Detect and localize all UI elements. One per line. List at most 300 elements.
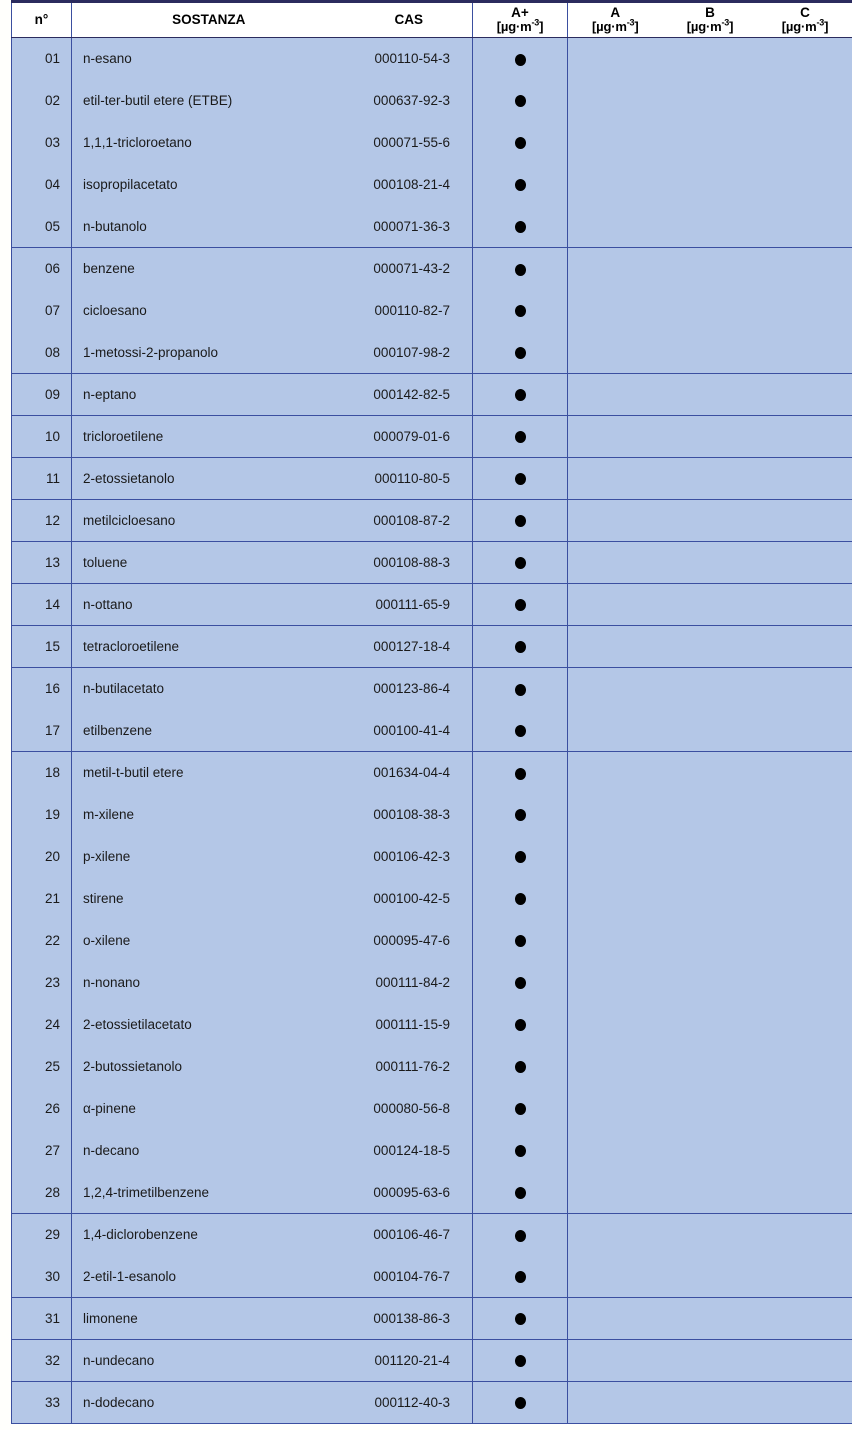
cell-c <box>758 1214 852 1256</box>
column-header-a-label: A <box>610 4 621 20</box>
column-header-b-unit: $[\mu g\cdot m^{-3}]$ <box>686 17 734 35</box>
table-body <box>12 38 852 1424</box>
cell-cas: 000127-18-4 <box>346 626 473 668</box>
column-header-cas-label: CAS <box>394 12 423 28</box>
cell-a-plus <box>473 416 568 458</box>
presence-marker-icon <box>515 851 526 863</box>
cell-a <box>568 1298 663 1340</box>
cell-c <box>758 1298 852 1340</box>
cell-substance: toluene <box>72 542 346 584</box>
column-header-number <box>12 2 72 38</box>
cell-a-plus <box>473 1004 568 1046</box>
cell-a <box>568 1130 663 1172</box>
cell-substance: etil-ter-butil etere (ETBE) <box>72 80 346 122</box>
cell-number: 28 <box>12 1172 72 1214</box>
cell-substance: cicloesano <box>72 290 346 332</box>
presence-marker-icon <box>515 264 526 276</box>
cell-c <box>758 1088 852 1130</box>
cell-a <box>568 752 663 794</box>
cell-b <box>663 1340 758 1382</box>
table-row <box>12 332 852 374</box>
presence-marker-icon <box>515 137 526 149</box>
cell-a <box>568 626 663 668</box>
cell-c <box>758 752 852 794</box>
cell-number: 12 <box>12 500 72 542</box>
cell-b <box>663 878 758 920</box>
cell-cas: 000138-86-3 <box>346 1298 473 1340</box>
column-header-substance-label: SOSTANZA <box>172 12 246 28</box>
cell-a-plus <box>473 164 568 206</box>
cell-b <box>663 920 758 962</box>
cell-number: 10 <box>12 416 72 458</box>
cell-a-plus <box>473 668 568 710</box>
cell-b <box>663 1214 758 1256</box>
cell-b <box>663 374 758 416</box>
cell-cas: 000095-47-6 <box>346 920 473 962</box>
table-row <box>12 542 852 584</box>
table-row <box>12 1340 852 1382</box>
column-header-c <box>758 2 852 38</box>
table-row <box>12 248 852 290</box>
presence-marker-icon <box>515 725 526 737</box>
cell-cas: 000110-82-7 <box>346 290 473 332</box>
cell-b <box>663 500 758 542</box>
cell-number: 31 <box>12 1298 72 1340</box>
table-row <box>12 668 852 710</box>
cell-b <box>663 164 758 206</box>
column-header-b-label: B <box>705 4 715 20</box>
cell-substance: n-dodecano <box>72 1382 346 1424</box>
cell-c <box>758 626 852 668</box>
column-header-a-unit: $[\mu g\cdot m^{-3}]$ <box>592 17 639 35</box>
cell-number: 32 <box>12 1340 72 1382</box>
cell-substance: 2-etil-1-esanolo <box>72 1256 346 1298</box>
table-row <box>12 206 852 248</box>
cell-number: 22 <box>12 920 72 962</box>
cell-a-plus <box>473 1340 568 1382</box>
table-row <box>12 164 852 206</box>
cell-cas: 000111-65-9 <box>346 584 473 626</box>
cell-a <box>568 1382 663 1424</box>
cell-number: 18 <box>12 752 72 794</box>
cell-a <box>568 920 663 962</box>
cell-c <box>758 374 852 416</box>
column-header-b <box>663 2 758 38</box>
cell-substance: 1,2,4-trimetilbenzene <box>72 1172 346 1214</box>
presence-marker-icon <box>515 515 526 527</box>
cell-c <box>758 710 852 752</box>
cell-b <box>663 1046 758 1088</box>
table-row <box>12 1004 852 1046</box>
cell-c <box>758 1046 852 1088</box>
cell-number: 08 <box>12 332 72 374</box>
cell-b <box>663 458 758 500</box>
table-row <box>12 752 852 794</box>
table-row <box>12 584 852 626</box>
cell-cas: 000110-54-3 <box>346 38 473 80</box>
cell-c <box>758 1172 852 1214</box>
presence-marker-icon <box>515 1187 526 1199</box>
cell-a <box>568 122 663 164</box>
cell-number: 15 <box>12 626 72 668</box>
cell-c <box>758 1130 852 1172</box>
cell-a-plus <box>473 542 568 584</box>
column-header-a-plus-label: A+ <box>511 4 529 20</box>
presence-marker-icon <box>515 431 526 443</box>
cell-b <box>663 584 758 626</box>
cell-substance: p-xilene <box>72 836 346 878</box>
cell-a-plus <box>473 1256 568 1298</box>
cell-number: 03 <box>12 122 72 164</box>
cell-substance: α-pinene <box>72 1088 346 1130</box>
column-header-a <box>568 2 663 38</box>
cell-a <box>568 332 663 374</box>
cell-a <box>568 1214 663 1256</box>
cell-number: 21 <box>12 878 72 920</box>
cell-a-plus <box>473 1130 568 1172</box>
cell-b <box>663 1298 758 1340</box>
cell-c <box>758 80 852 122</box>
presence-marker-icon <box>515 179 526 191</box>
cell-b <box>663 122 758 164</box>
cell-cas: 000123-86-4 <box>346 668 473 710</box>
cell-c <box>758 248 852 290</box>
cell-a <box>568 1046 663 1088</box>
cell-number: 25 <box>12 1046 72 1088</box>
cell-b <box>663 206 758 248</box>
cell-cas: 000124-18-5 <box>346 1130 473 1172</box>
cell-cas: 000108-21-4 <box>346 164 473 206</box>
table-row <box>12 374 852 416</box>
cell-number: 29 <box>12 1214 72 1256</box>
cell-number: 20 <box>12 836 72 878</box>
cell-number: 05 <box>12 206 72 248</box>
presence-marker-icon <box>515 599 526 611</box>
table-row <box>12 1088 852 1130</box>
cell-number: 02 <box>12 80 72 122</box>
cell-b <box>663 290 758 332</box>
table-row <box>12 80 852 122</box>
cell-b <box>663 626 758 668</box>
cell-number: 23 <box>12 962 72 1004</box>
cell-a <box>568 668 663 710</box>
cell-substance: n-undecano <box>72 1340 346 1382</box>
cell-number: 07 <box>12 290 72 332</box>
cell-a-plus <box>473 584 568 626</box>
cell-substance: n-butilacetato <box>72 668 346 710</box>
cell-cas: 000111-76-2 <box>346 1046 473 1088</box>
cell-number: 01 <box>12 38 72 80</box>
table-row <box>12 1214 852 1256</box>
table-row <box>12 1172 852 1214</box>
cell-c <box>758 1256 852 1298</box>
cell-cas: 000106-46-7 <box>346 1214 473 1256</box>
presence-marker-icon <box>515 641 526 653</box>
cell-c <box>758 920 852 962</box>
cell-cas: 000107-98-2 <box>346 332 473 374</box>
presence-marker-icon <box>515 893 526 905</box>
table-row <box>12 416 852 458</box>
cell-b <box>663 542 758 584</box>
cell-a-plus <box>473 626 568 668</box>
cell-number: 14 <box>12 584 72 626</box>
cell-substance: 2-butossietanolo <box>72 1046 346 1088</box>
cell-cas: 000142-82-5 <box>346 374 473 416</box>
presence-marker-icon <box>515 389 526 401</box>
cell-a <box>568 290 663 332</box>
cell-c <box>758 332 852 374</box>
cell-cas: 000108-87-2 <box>346 500 473 542</box>
presence-marker-icon <box>515 768 526 780</box>
column-header-c-label: C <box>800 4 810 20</box>
cell-b <box>663 1256 758 1298</box>
cell-c <box>758 1382 852 1424</box>
cell-cas: 000095-63-6 <box>346 1172 473 1214</box>
table-row <box>12 962 852 1004</box>
cell-c <box>758 122 852 164</box>
cell-substance: n-decano <box>72 1130 346 1172</box>
presence-marker-icon <box>515 809 526 821</box>
cell-a-plus <box>473 374 568 416</box>
cell-c <box>758 416 852 458</box>
table-row <box>12 458 852 500</box>
cell-number: 24 <box>12 1004 72 1046</box>
presence-marker-icon <box>515 1271 526 1283</box>
cell-a-plus <box>473 500 568 542</box>
cell-b <box>663 416 758 458</box>
cell-number: 30 <box>12 1256 72 1298</box>
cell-b <box>663 752 758 794</box>
cell-b <box>663 1172 758 1214</box>
cell-b <box>663 80 758 122</box>
cell-c <box>758 500 852 542</box>
cell-b <box>663 1130 758 1172</box>
cell-number: 19 <box>12 794 72 836</box>
cell-number: 33 <box>12 1382 72 1424</box>
cell-cas: 000071-43-2 <box>346 248 473 290</box>
cell-c <box>758 1340 852 1382</box>
cell-a <box>568 38 663 80</box>
table-row <box>12 1130 852 1172</box>
cell-a-plus <box>473 290 568 332</box>
cell-a-plus <box>473 752 568 794</box>
table-row <box>12 290 852 332</box>
table-row <box>12 38 852 80</box>
cell-a-plus <box>473 710 568 752</box>
cell-substance: tetracloroetilene <box>72 626 346 668</box>
cell-a <box>568 962 663 1004</box>
cell-a-plus <box>473 332 568 374</box>
table-row <box>12 1046 852 1088</box>
cell-cas: 000108-88-3 <box>346 542 473 584</box>
table-row <box>12 794 852 836</box>
presence-marker-icon <box>515 221 526 233</box>
cell-substance: etilbenzene <box>72 710 346 752</box>
cell-c <box>758 962 852 1004</box>
cell-c <box>758 1004 852 1046</box>
cell-b <box>663 332 758 374</box>
cell-a <box>568 1340 663 1382</box>
table-row <box>12 920 852 962</box>
cell-substance: metilcicloesano <box>72 500 346 542</box>
cell-substance: 1,4-diclorobenzene <box>72 1214 346 1256</box>
presence-marker-icon <box>515 1397 526 1409</box>
presence-marker-icon <box>515 305 526 317</box>
table-header <box>12 2 852 38</box>
column-header-substance <box>72 2 346 38</box>
presence-marker-icon <box>515 977 526 989</box>
cell-substance: limonene <box>72 1298 346 1340</box>
cell-substance: 2-etossietanolo <box>72 458 346 500</box>
cell-a-plus <box>473 206 568 248</box>
cell-cas: 000111-84-2 <box>346 962 473 1004</box>
cell-c <box>758 668 852 710</box>
cell-b <box>663 1088 758 1130</box>
table-row <box>12 878 852 920</box>
cell-number: 17 <box>12 710 72 752</box>
cell-a <box>568 164 663 206</box>
cell-b <box>663 710 758 752</box>
cell-a <box>568 500 663 542</box>
cell-number: 04 <box>12 164 72 206</box>
cell-substance: 2-etossietilacetato <box>72 1004 346 1046</box>
presence-marker-icon <box>515 935 526 947</box>
cell-b <box>663 668 758 710</box>
cell-b <box>663 248 758 290</box>
cell-number: 11 <box>12 458 72 500</box>
cell-number: 16 <box>12 668 72 710</box>
table-row <box>12 1382 852 1424</box>
cell-number: 26 <box>12 1088 72 1130</box>
cell-a-plus <box>473 458 568 500</box>
presence-marker-icon <box>515 1355 526 1367</box>
cell-substance: benzene <box>72 248 346 290</box>
cell-a <box>568 458 663 500</box>
presence-marker-icon <box>515 1061 526 1073</box>
cell-c <box>758 794 852 836</box>
cell-a <box>568 1004 663 1046</box>
cell-a <box>568 1088 663 1130</box>
table-row <box>12 1256 852 1298</box>
cell-a <box>568 206 663 248</box>
cell-substance: n-butanolo <box>72 206 346 248</box>
cell-cas: 001120-21-4 <box>346 1340 473 1382</box>
cell-cas: 000637-92-3 <box>346 80 473 122</box>
cell-c <box>758 458 852 500</box>
presence-marker-icon <box>515 54 526 66</box>
cell-a <box>568 584 663 626</box>
cell-cas: 000071-36-3 <box>346 206 473 248</box>
table-row <box>12 500 852 542</box>
cell-c <box>758 878 852 920</box>
cell-cas: 000108-38-3 <box>346 794 473 836</box>
cell-a-plus <box>473 1298 568 1340</box>
cell-a <box>568 374 663 416</box>
column-header-a-plus <box>473 2 568 38</box>
cell-a-plus <box>473 1214 568 1256</box>
cell-number: 06 <box>12 248 72 290</box>
cell-c <box>758 38 852 80</box>
cell-a-plus <box>473 1172 568 1214</box>
table-row <box>12 1298 852 1340</box>
cell-substance: 1-metossi-2-propanolo <box>72 332 346 374</box>
table-row <box>12 626 852 668</box>
cell-b <box>663 962 758 1004</box>
cell-c <box>758 164 852 206</box>
cell-a-plus <box>473 1382 568 1424</box>
presence-marker-icon <box>515 1145 526 1157</box>
cell-a <box>568 1172 663 1214</box>
cell-a <box>568 416 663 458</box>
table-row <box>12 122 852 164</box>
presence-marker-icon <box>515 1313 526 1325</box>
presence-marker-icon <box>515 1019 526 1031</box>
cell-substance: stirene <box>72 878 346 920</box>
presence-marker-icon <box>515 557 526 569</box>
cell-a-plus <box>473 920 568 962</box>
cell-a <box>568 710 663 752</box>
column-header-a-plus-unit: $[\mu g\cdot m^{-3}]$ <box>496 17 544 35</box>
cell-a <box>568 248 663 290</box>
header-row <box>12 2 852 38</box>
cell-cas: 000100-41-4 <box>346 710 473 752</box>
cell-c <box>758 290 852 332</box>
cell-a <box>568 80 663 122</box>
table-row <box>12 710 852 752</box>
cell-cas: 000071-55-6 <box>346 122 473 164</box>
cell-a-plus <box>473 248 568 290</box>
cell-number: 13 <box>12 542 72 584</box>
cell-a-plus <box>473 962 568 1004</box>
cell-substance: n-nonano <box>72 962 346 1004</box>
column-header-cas <box>346 2 473 38</box>
cell-a-plus <box>473 122 568 164</box>
cell-c <box>758 836 852 878</box>
cell-a <box>568 878 663 920</box>
cell-b <box>663 794 758 836</box>
cell-cas: 000112-40-3 <box>346 1382 473 1424</box>
cell-b <box>663 1004 758 1046</box>
cell-a <box>568 836 663 878</box>
cell-substance: n-eptano <box>72 374 346 416</box>
presence-marker-icon <box>515 347 526 359</box>
column-header-c-unit: $[\mu g\cdot m^{-3}]$ <box>781 17 829 35</box>
cell-cas: 000106-42-3 <box>346 836 473 878</box>
cell-substance: n-esano <box>72 38 346 80</box>
cell-cas: 000104-76-7 <box>346 1256 473 1298</box>
cell-substance: m-xilene <box>72 794 346 836</box>
cell-substance: o-xilene <box>72 920 346 962</box>
cell-a-plus <box>473 38 568 80</box>
cell-a-plus <box>473 1088 568 1130</box>
presence-marker-icon <box>515 95 526 107</box>
presence-marker-icon <box>515 1103 526 1115</box>
cell-substance: tricloroetilene <box>72 416 346 458</box>
table-row <box>12 836 852 878</box>
cell-substance: isopropilacetato <box>72 164 346 206</box>
cell-cas: 000080-56-8 <box>346 1088 473 1130</box>
cell-number: 27 <box>12 1130 72 1172</box>
cell-a <box>568 794 663 836</box>
cell-cas: 001634-04-4 <box>346 752 473 794</box>
cell-b <box>663 1382 758 1424</box>
cell-cas: 000110-80-5 <box>346 458 473 500</box>
column-header-number-label: n° <box>34 12 49 28</box>
cell-cas: 000100-42-5 <box>346 878 473 920</box>
substances-table <box>11 0 852 1424</box>
cell-cas: 000079-01-6 <box>346 416 473 458</box>
cell-substance: metil-t-butil etere <box>72 752 346 794</box>
